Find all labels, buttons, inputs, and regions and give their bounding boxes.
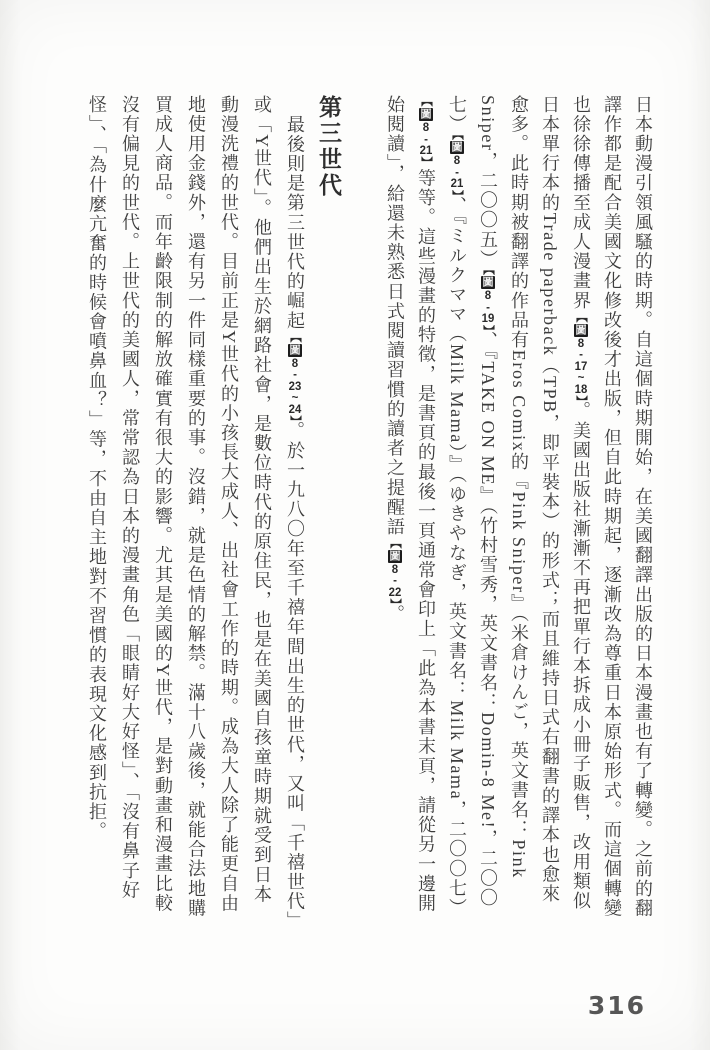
figure-reference: 【圖8-17~18】: [574, 310, 588, 402]
figure-reference: 【圖8-23~24】: [288, 330, 302, 422]
figure-box-icon: 圖: [289, 344, 301, 356]
section-heading: 第三世代: [316, 95, 341, 199]
figure-box-icon: 圖: [451, 142, 463, 154]
figure-reference: 【圖8-21】: [450, 134, 464, 197]
vertical-text-block: [80, 95, 658, 923]
figure-reference: 【圖8-22】: [388, 536, 402, 605]
figure-box-icon: 圖: [420, 109, 432, 120]
paragraph-continued: 日本動漫引領風騷的時期。自這個時期開始，在美國翻譯出版的日本漫畫也有了轉變。之前的翻譯作都是配合美國文化修改後才出版，但自此時期起，逐漸改為尊重日本原始形式。而這個轉變也徐徐傳播至成人漫畫界【圖8-17~18】。美國出版社漸漸不再把單行本拆成小冊子販售，改用類似日本單行本的Trade paperback（TPB，即平裝本）的形式；而且維持日式右翻書的譯本也愈來愈多。此時期被翻譯的作品有Eros Comix的『Pink Sniper』（米倉けんご，英文書名：Pink Sniper，二〇〇五）【圖8-19】、『TAKE ON ME』（竹村雪秀，英文書名：Domin-8 Me!，二〇〇七）【圖8-21】、『ミルクママ（Milk Mama）』（ゆきやなぎ，英文書名：Milk Mama，二〇〇七）【圖8-21】等等。這些漫畫的特徵，是書頁的最後一頁通常會印上「此為本書末頁，請從另一邊開始閱讀」，給還未熟悉日式閱讀習慣的讀者之提醒語【圖8-22】。: [385, 95, 653, 919]
figure-box-icon: 圖: [389, 550, 401, 562]
page-number: 316: [587, 991, 646, 1020]
figure-box-icon: 圖: [482, 277, 494, 289]
figure-reference: 【圖8-21】: [419, 95, 433, 169]
figure-box-icon: 圖: [575, 324, 587, 336]
paragraph-generation3: 最後則是第三世代的崛起【圖8-23~24】。於一九八〇年至千禧年間出生的世代，又叫「千禧世代」或「Y世代」。他們出生於網路社會，是數位時代的原住民，也是在美國自孩童時期就受到日本動漫洗禮的世代。目前正是Y世代的小孩長大成人、出社會工作的時期。成為大人除了能更自由地使用金錢外，還有另一件同樣重要的事。沒錯，就是色情的解禁。滿十八歲後，就能合法地購買成人商品。而年齡限制的解放確實有很大的影響。尤其是美國的Y世代，是對動畫和漫畫比較沒有偏見的世代。上世代的美國人，常常認為日本的漫畫角色「眼睛好大好怪」、「沒有鼻子好怪」、「為什麼亢奮的時候會噴鼻血？」等，不由自主地對不習慣的表現文化感到抗拒。: [87, 95, 305, 922]
figure-reference: 【圖8-19】: [481, 269, 495, 332]
